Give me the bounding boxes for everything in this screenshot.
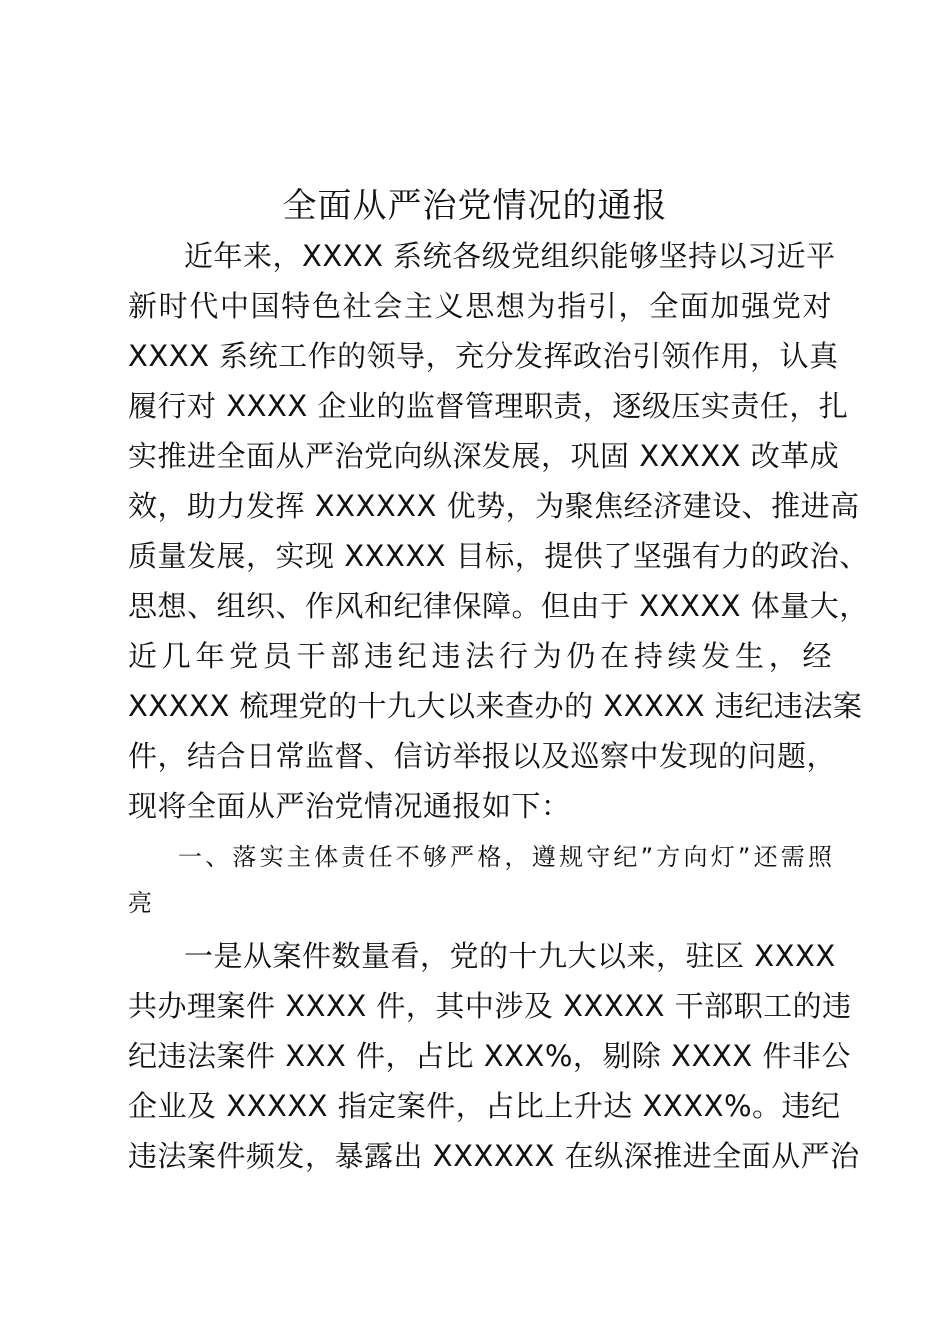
intro-line: 履行对 XXXX 企业的监督管理职责，逐级压实责任，扎: [128, 389, 849, 423]
intro-line: 效，助力发挥 XXXXXX 优势，为聚焦经济建设、推进高: [128, 489, 860, 523]
intro-line: 件，结合日常监督、信访举报以及巡察中发现的问题，: [128, 739, 837, 773]
intro-line: 实推进全面从严治党向纵深发展，巩固 XXXXX 改革成: [128, 439, 840, 473]
section-heading-line: 一、落实主体责任不够严格，遵规守纪”方向灯”还需照: [178, 843, 832, 871]
intro-line: XXXX 系统工作的领导，充分发挥政治引领作用，认真: [128, 339, 839, 373]
section-body-line: 违法案件频发，暴露出 XXXXXX 在纵深推进全面从严治: [128, 1139, 860, 1173]
intro-line: 质量发展，实现 XXXXX 目标，提供了坚强有力的政治、: [128, 539, 869, 573]
intro-line: 现将全面从严治党情况通报如下：: [128, 789, 571, 823]
document-title: 全面从严治党情况的通报: [282, 186, 668, 226]
intro-line: 近几年党员干部违纪违法行为仍在持续发生，经: [128, 639, 832, 673]
section-body-line: 纪违法案件 XXX 件，占比 XXX%，剔除 XXXX 件非公: [128, 1039, 851, 1073]
intro-line: 近年来，XXXX 系统各级党组织能够坚持以习近平: [184, 239, 836, 273]
section-heading-line: 亮: [128, 889, 152, 917]
section-body-line: 一是从案件数量看，党的十九大以来，驻区 XXXX: [184, 939, 836, 973]
section-body-line: 共办理案件 XXXX 件，其中涉及 XXXXX 干部职工的违: [128, 989, 852, 1023]
intro-line: 思想、组织、作风和纪律保障。但由于 XXXXX 体量大，: [128, 589, 869, 623]
intro-line: 新时代中国特色社会主义思想为指引，全面加强党对: [128, 289, 832, 323]
intro-line: XXXXX 梳理党的十九大以来查办的 XXXXX 违纪违法案: [128, 689, 863, 723]
section-body-line: 企业及 XXXXX 指定案件，占比上升达 XXXX%。违纪: [128, 1089, 841, 1123]
